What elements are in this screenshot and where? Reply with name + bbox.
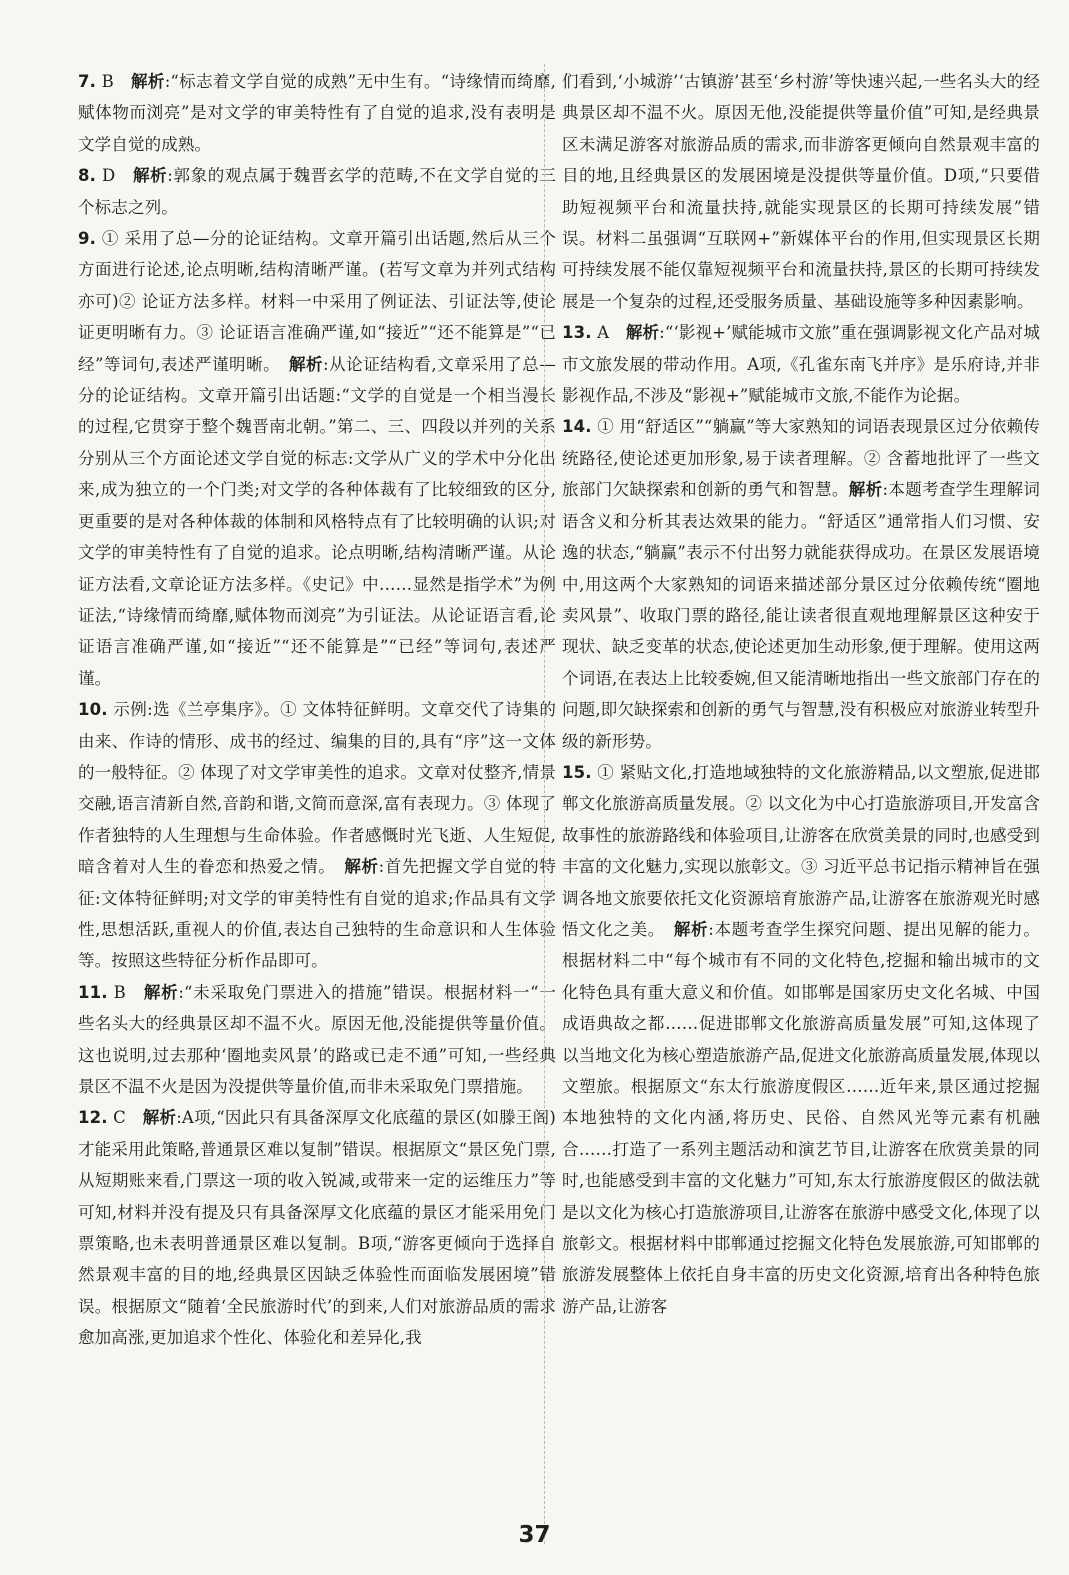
answer-text: C <box>107 1108 143 1128</box>
question-number: 9. <box>78 229 97 249</box>
question-number: 14. <box>562 417 592 437</box>
answer-q8 <box>78 160 556 223</box>
answer-q12-continued: 们看到,‘小城游’‘古镇游’甚至‘乡村游’等快速兴起,一些名头大的经典景区却不温不火。原因无他,没能提供等量价值”可知,是经典景区未满足游客对旅游品质的需求,而非游客更倾向自然景观丰富的目的地,且经典景区的发展困境是没提供等量价值。D项,“只要借助短视频平台和流量扶持,就能实现景区的长期可持续发展”错误。材料二虽强调“互联网+”新媒体平台的作用,但实现景区长期可持续发展不能仅靠短视频平台和流量扶持,景区的长期可持续发展是一个复杂的过程,还受服务质量、基础设施等多种因素影响。 <box>562 72 1040 311</box>
question-number: 15. <box>562 762 592 782</box>
analysis-text: :A项,“因此只有具备深厚文化底蕴的景区(如滕王阁)才能采用此策略,普通景区难以复制”错误。根据原文“景区免门票,从短期账来看,门票这一项的收入锐减,或带来一定的运维压力”等可知,材料并没有提及只有具备深厚文化底蕴的景区才能采用免门票策略,也未表明普通景区难以复制。B项,“游客更倾向于选择自然景观丰富的目的地,经典景区因缺乏体验性而面临发展困境”错误。根据原文“随着‘全民旅游时代’的到来,人们对旅游品质的需求愈加高涨,更加追求个性化、体验化和差异化,我 <box>78 1108 556 1348</box>
analysis-label: 解析 <box>288 354 324 374</box>
question-number: 8. <box>78 166 97 186</box>
answer-q14 <box>562 411 1040 756</box>
question-number: 12. <box>78 1108 108 1128</box>
analysis-text: :“标志着文学自觉的成熟”无中生有。“诗缘情而绮靡,赋体物而浏亮”是对文学的审美特性有了自觉的追求,没有表明是文学自觉的成熟。 <box>78 72 556 154</box>
question-number: 11. <box>78 982 108 1002</box>
analysis-label: 解析 <box>130 72 165 91</box>
analysis-label: 解析 <box>142 1108 177 1128</box>
answer-q15 <box>562 757 1040 1322</box>
answer-q12 <box>78 1102 556 1353</box>
answer-text: A <box>591 323 626 343</box>
analysis-label: 解析 <box>344 857 379 877</box>
answer-text: B <box>96 72 131 91</box>
analysis-text: :“‘影视+’赋能城市文旅”重在强调影视文化产品对城市文旅发展的带动作用。A项,《孔雀东南飞并序》是乐府诗,并非影视作品,不涉及“影视+”赋能城市文旅,不能作为论据。 <box>562 323 1040 406</box>
answer-text: 示例:选《兰亭集序》。① 文体特征鲜明。文章交代了诗集的由来、作诗的情形、成书的经过、编集的目的,具有“序”这一文体的一般特征。② 体现了对文学审美性的追求。文章对仗整齐,情景交融,语言清新自然,音韵和谐,文简而意深,富有表现力。③ 体现了作者独特的人生理想与生命体验。作者感慨时光飞逝、人生短促,暗含着对人生的眷恋和热爱之情。 <box>78 700 556 877</box>
question-number: 13. <box>562 323 592 343</box>
answer-text: ① 紧贴文化,打造地域独特的文化旅游精品,以文塑旅,促进邯郸文化旅游高质量发展。② 以文化为中心打造旅游项目,开发富含故事性的旅游路线和体验项目,让游客在欣赏美景的同时,也感受到丰富的文化魅力,实现以旅彰文。③ 习近平总书记指示精神旨在强调各地文旅要依托文化资源培育旅游产品,让游客在旅游观光时感悟文化之美。 <box>562 762 1040 939</box>
analysis-label: 解析 <box>143 982 179 1002</box>
answer-q13 <box>562 317 1040 411</box>
analysis-text: :首先把握文学自觉的特征:文体特征鲜明;对文学的审美特性有自觉的追求;作品具有文学性,思想活跃,重视人的价值,表达自己独特的生命意识和人生体验等。按照这些特征分析作品即可。 <box>78 857 556 971</box>
answer-text: ① 采用了总—分的论证结构。文章开篇引出话题,然后从三个方面进行论述,论点明晰,结构清晰严谨。(若写文章为并列式结构亦可)② 论证方法多样。材料一中采用了例证法、引证法等,使论证更明晰有力。③ 论证语言准确严谨,如“接近”“还不能算是”“已经”等词句,表述严谨明晰。 <box>78 229 556 374</box>
question-number: 7. <box>78 72 97 91</box>
analysis-label: 解析 <box>132 166 168 186</box>
right-column <box>562 66 1040 1322</box>
analysis-label: 解析 <box>625 323 660 343</box>
answer-text: ① 用“舒适区”“躺赢”等大家熟知的词语表现景区过分依赖传统路径,使论述更加形象,易于读者理解。② 含蓄地批评了一些文旅部门欠缺探索和创新的勇气和智慧。 <box>562 417 1040 500</box>
analysis-label: 解析 <box>848 480 883 500</box>
analysis-text: :本题考查学生探究问题、提出见解的能力。根据材料二中“每个城市有不同的文化特色,挖掘和输出城市的文化特色具有重大意义和价值。如邯郸是国家历史文化名城、中国成语典故之都……促进邯郸文化旅游高质量发展”可知,这体现了以当地文化为核心塑造旅游产品,促进文化旅游高质量发展,体现以文塑旅。根据原文“东太行旅游度假区……近年来,景区通过挖掘本地独特的文化内涵,将历史、民俗、自然风光等元素有机融合……打造了一系列主题活动和演艺节目,让游客在欣赏美景的同时,也能感受到丰富的文化魅力”可知,东太行旅游度假区的做法就是以文化为核心打造旅游项目,让游客在旅游中感受文化,体现了以旅彰文。根据材料中邯郸通过挖掘文化特色发展旅游,可知邯郸的旅游发展整体上依托自身丰富的历史文化资源,培育出各种特色旅游产品,让游客 <box>562 919 1040 1316</box>
analysis-text: :从论证结构看,文章采用了总—分的论证结构。文章开篇引出话题:“文学的自觉是一个相当漫长的过程,它贯穿于整个魏晋南北朝。”第二、三、四段以并列的关系分别从三个方面论述文学自觉的标志:文学从广义的学术中分化出来,成为独立的一个门类;对文学的各种体裁有了比较细致的区分,更重要的是对各种体裁的体制和风格特点有了比较明确的认识;对文学的审美特性有了自觉的追求。论点明晰,结构清晰严谨。从论证方法看,文章论证方法多样。《史记》中……显然是指学术”为例证法,“诗缘情而绮靡,赋体物而浏亮”为引证法。从论证语言看,论证语言准确严谨,如“接近”“还不能算是”“已经”等词句,表述严谨。 <box>78 354 556 688</box>
analysis-text: :郭象的观点属于魏晋玄学的范畴,不在文学自觉的三个标志之列。 <box>78 166 556 217</box>
left-column <box>78 66 556 1354</box>
question-number: 10. <box>78 700 108 720</box>
answer-q11 <box>78 977 556 1103</box>
column-divider <box>544 64 545 1544</box>
answer-text: B <box>107 982 144 1002</box>
answer-q9 <box>78 223 556 694</box>
answer-q10 <box>78 694 556 977</box>
answer-q7 <box>78 66 556 160</box>
analysis-text: :本题考查学生理解词语含义和分析其表达效果的能力。“舒适区”通常指人们习惯、安逸的状态,“躺赢”表示不付出努力就能获得成功。在景区发展语境中,用这两个大家熟知的词语来描述部分景区过分依赖传统“圈地卖风景”、收取门票的路径,能让读者很直观地理解景区这种安于现状、缺乏变革的状态,使论述更加生动形象,便于理解。使用这两个词语,在表达上比较委婉,但又能清晰地指出一些文旅部门存在的问题,即欠缺探索和创新的勇气与智慧,没有积极应对旅游业转型升级的新形势。 <box>562 480 1040 751</box>
analysis-label: 解析 <box>673 919 709 939</box>
analysis-text: :“未采取免门票进入的措施”错误。根据材料一“一些名头大的经典景区却不温不火。原因无他,没能提供等量价值。这也说明,过去那种‘圈地卖风景’的路或已走不通”可知,一些经典景区不温不火是因为没提供等量价值,而非未采取免门票措施。 <box>78 982 556 1096</box>
answer-text: D <box>96 166 133 186</box>
page-number: 37 <box>518 1522 551 1548</box>
